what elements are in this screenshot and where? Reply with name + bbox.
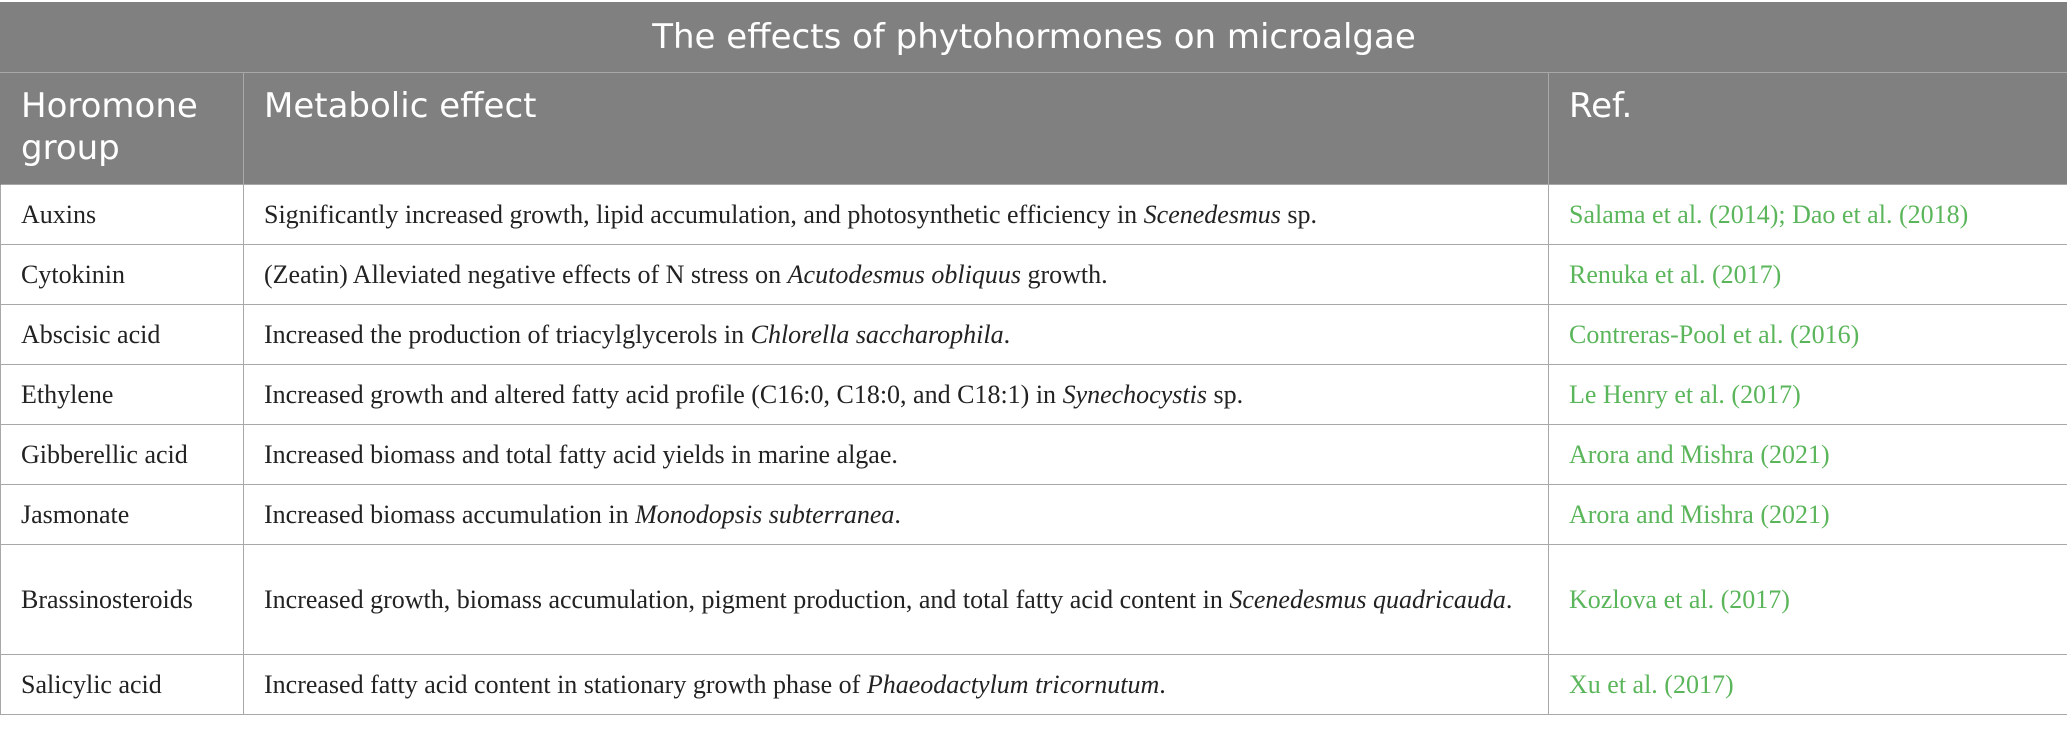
table-row [1,305,2067,365]
hormone-group-cell: Abscisic acid [1,305,244,365]
effect-text: (Zeatin) Alleviated negative effects of N stress on [264,259,788,289]
table-title: The effects of phytohormones on microalgae [1,2,2067,73]
hormone-group-cell: Auxins [1,185,244,245]
table-title-row [1,2,2067,73]
species-name: Synechocystis [1062,379,1207,409]
species-name: Phaeodactylum tricornutum [866,669,1160,699]
effect-text: Increased growth and altered fatty acid profile (C16:0, C18:0, and C18:1) in [264,379,1063,409]
hormone-group-cell: Brassinosteroids [1,545,244,655]
table-row [1,485,2067,545]
reference-link[interactable]: Arora and Mishra (2021) [1549,425,2067,485]
hormone-group-cell: Cytokinin [1,245,244,305]
species-name: Scenedesmus quadricauda [1229,584,1506,614]
effect-text: Increased biomass accumulation in [264,499,636,529]
reference-link[interactable]: Renuka et al. (2017) [1549,245,2067,305]
reference-link[interactable]: Salama et al. (2014); Dao et al. (2018) [1549,185,2067,245]
table-row [1,185,2067,245]
table-row [1,545,2067,655]
metabolic-effect-cell [244,485,1549,545]
metabolic-effect-cell [244,545,1549,655]
effect-text: sp. [1280,199,1317,229]
hormone-group-cell: Ethylene [1,365,244,425]
metabolic-effect-cell [244,305,1549,365]
table-row [1,245,2067,305]
effect-text: Increased fatty acid content in stationary growth phase of [264,669,867,699]
species-name: Acutodesmus obliquus [787,259,1021,289]
reference-link[interactable]: Kozlova et al. (2017) [1549,545,2067,655]
metabolic-effect-cell [244,185,1549,245]
metabolic-effect-cell [244,425,1549,485]
effect-text: growth. [1020,259,1108,289]
species-name: Monodopsis subterranea [635,499,895,529]
metabolic-effect-cell [244,365,1549,425]
effect-text: . [1159,669,1166,699]
effect-text: sp. [1206,379,1244,409]
table-row [1,655,2067,715]
effect-text: Increased growth, biomass accumulation, pigment production, and total fatty acid content in [264,584,1230,614]
column-header-group: Horomone group [1,73,244,185]
phytohormone-table-container [0,2,2067,715]
hormone-group-cell: Jasmonate [1,485,244,545]
reference-link[interactable]: Le Henry et al. (2017) [1549,365,2067,425]
reference-link[interactable]: Contreras-Pool et al. (2016) [1549,305,2067,365]
table-body [1,185,2067,715]
effect-text: . [894,499,901,529]
species-name: Chlorella saccharophila [750,319,1004,349]
hormone-group-cell: Gibberellic acid [1,425,244,485]
reference-link[interactable]: Arora and Mishra (2021) [1549,485,2067,545]
table-row [1,365,2067,425]
effect-text: Increased biomass and total fatty acid yields in marine algae. [264,439,898,469]
phytohormone-table [0,2,2067,715]
effect-text: . [1505,584,1513,614]
hormone-group-cell: Salicylic acid [1,655,244,715]
table-row [1,425,2067,485]
column-header-ref: Ref. [1549,73,2067,185]
metabolic-effect-cell [244,655,1549,715]
effect-text: . [1003,319,1011,349]
species-name: Scenedesmus [1143,199,1281,229]
metabolic-effect-cell [244,245,1549,305]
column-header-effect: Metabolic effect [244,73,1549,185]
effect-text: Significantly increased growth, lipid accumulation, and photosynthetic efficiency in [264,199,1144,229]
table-header-row [1,73,2067,185]
reference-link[interactable]: Xu et al. (2017) [1549,655,2067,715]
effect-text: Increased the production of triacylglycerols in [264,319,751,349]
